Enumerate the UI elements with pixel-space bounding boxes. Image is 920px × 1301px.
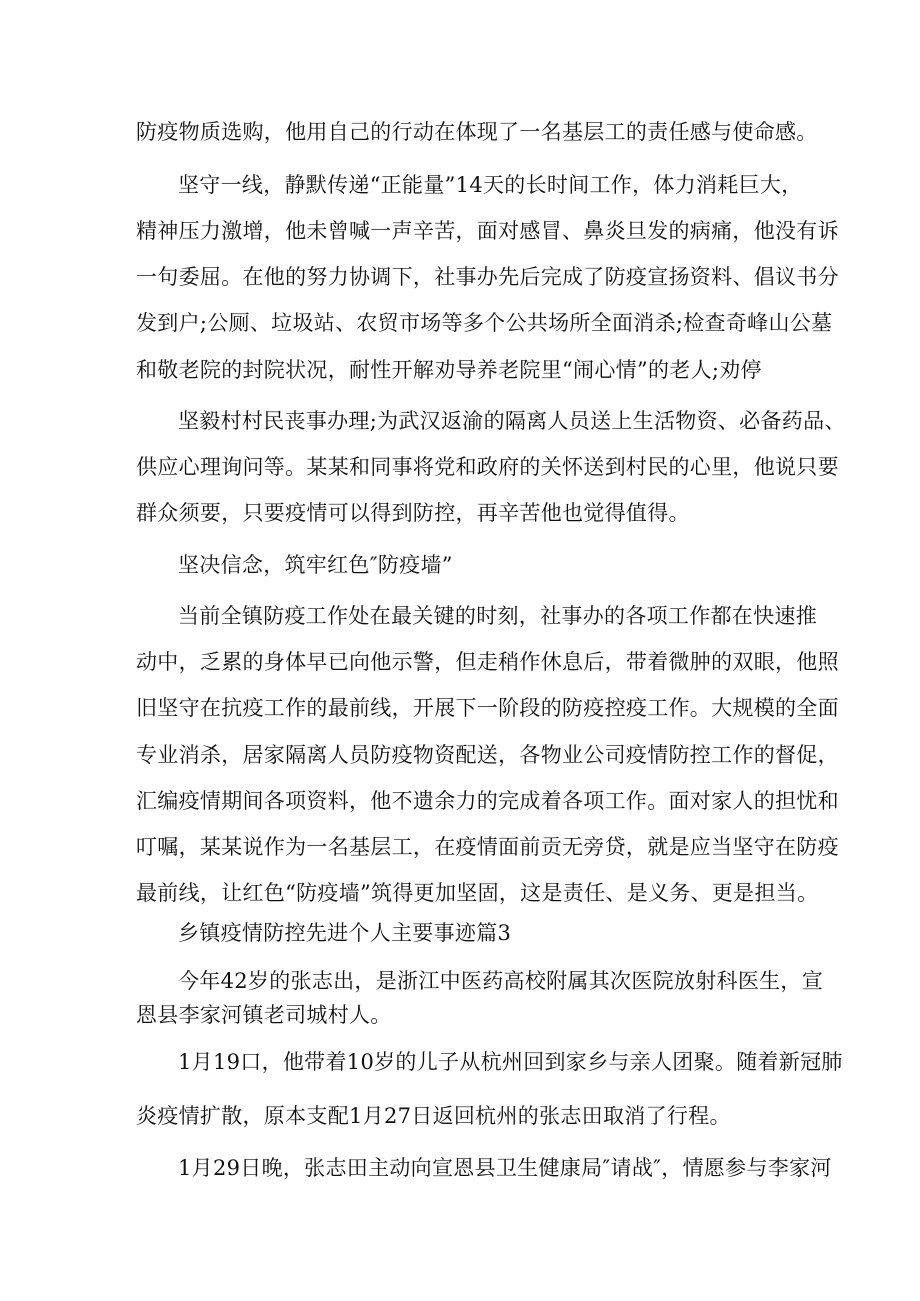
paragraph-line: 专业消杀，居家隔离人员防疫物资配送，各物业公司疫情防控工作的督促，	[136, 743, 839, 767]
paragraph-line: 发到户;公厕、垃圾站、农贸市场等多个公共场所全面消杀;检查奇峰山公墓	[136, 311, 833, 335]
paragraph-line: 供应心理询问等。某某和同事将党和政府的关怀送到村民的心里，他说只要	[136, 455, 839, 479]
paragraph-line: 当前全镇防疫工作处在最关键的时刻，社事办的各项工作都在快速推	[178, 604, 817, 628]
paragraph-line: 坚毅村村民丧事办理;为武汉返渝的隔离人员送上生活物资、必备药品、	[178, 409, 846, 433]
paragraph-line: 今年42岁的张志出，是浙江中医药高校附属其次医院放射科医生，宣	[178, 969, 824, 993]
paragraph-line: 炎疫情扩散，原本支配1月27日返回杭州的张志田取消了行程。	[136, 1104, 731, 1128]
paragraph-line: 1月29日晚，张志田主动向宣恩县卫生健康局″请战″，情愿参与李家河	[178, 1156, 832, 1180]
paragraph-line: 精神压力激增，他未曾喊一声辛苦，面对感冒、鼻炎旦发的病痛，他没有诉	[136, 219, 839, 243]
section-heading: 乡镇疫情防控先进个人主要事迹篇3	[178, 921, 512, 945]
paragraph-line: 最前线，让红色“防疫墙”筑得更加坚固，这是责任、是义务、更是担当。	[136, 881, 819, 905]
paragraph-line: 群众须要，只要疫情可以得到防控，再辛苦他也觉得值得。	[136, 501, 690, 525]
paragraph-line: 防疫物质选购，他用自己的行动在体现了一名基层工的责任感与使命感。	[136, 120, 818, 144]
paragraph-line: 坚守一线，静默传递“正能量”14天的长时间工作，体力消耗巨大，	[178, 173, 803, 197]
paragraph-line: 汇编疫情期间各项资料，他不遗余力的完成着各项工作。面对家人的担忧和	[136, 789, 839, 813]
paragraph-line: 叮嘱，某某说作为一名基层工，在疫情面前贡无旁贷，就是应当坚守在防疫	[136, 835, 839, 859]
section-heading: 坚决信念，筑牢红色″防疫墙”	[178, 553, 453, 577]
paragraph-line: 动中，乏累的身体早已向他示警，但走稍作休息后，带着微肿的双眼，他照	[136, 650, 839, 674]
paragraph-line: 恩县李家河镇老司城村人。	[136, 1003, 392, 1027]
paragraph-line: 一句委屈。在他的努力协调下，社事办先后完成了防疫宣扬资料、倡议书分	[136, 265, 839, 289]
paragraph-line: 和敬老院的封院状况，耐性开解劝导养老院里“闹心情”的老人;劝停	[136, 358, 762, 382]
paragraph-line: 1月19口，他带着10岁的儿子从杭州回到家乡与亲人团聚。随着新冠肺	[178, 1050, 843, 1074]
paragraph-line: 旧坚守在抗疫工作的最前线，开展下一阶段的防疫控疫工作。大规模的全面	[136, 696, 839, 720]
